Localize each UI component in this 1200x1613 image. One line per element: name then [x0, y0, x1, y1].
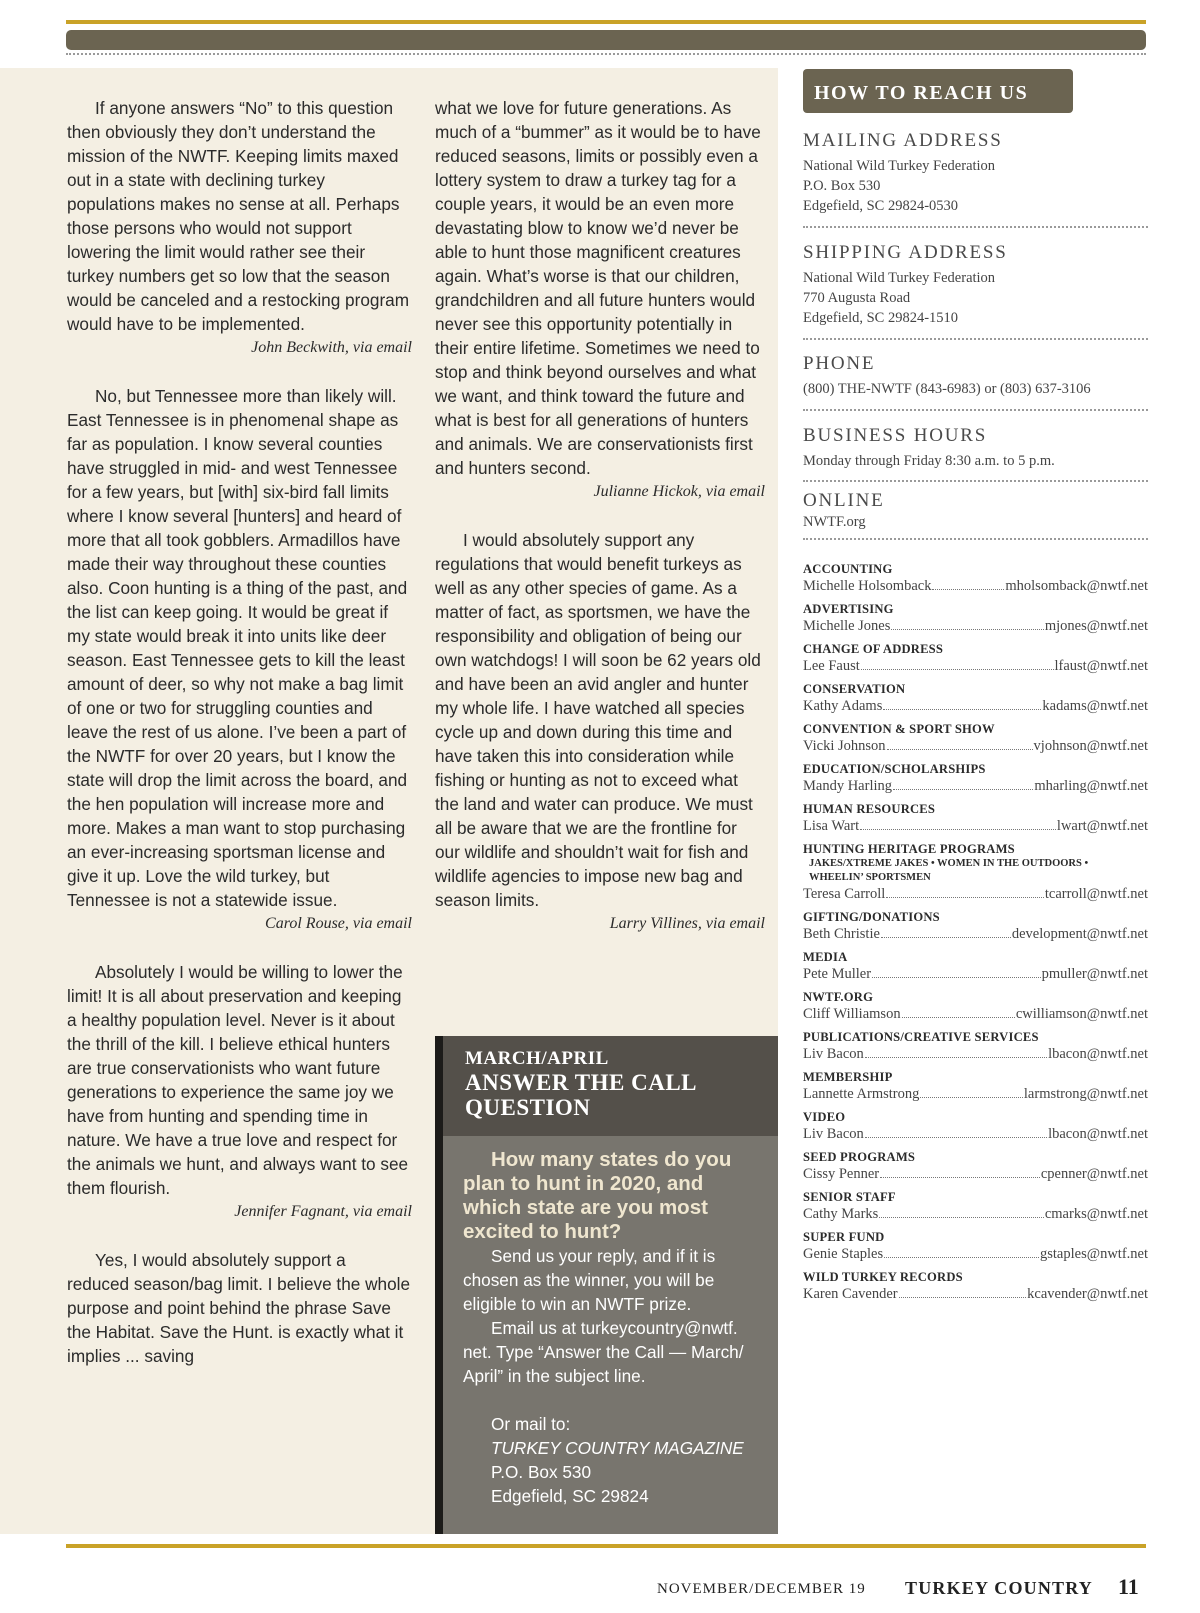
- contact-department: GIFTING/DONATIONS: [803, 910, 940, 924]
- answer-box-kicker: MARCH/APRIL: [465, 1048, 609, 1069]
- answer-the-call-box: [435, 1036, 778, 1534]
- dot-leader: [884, 1257, 1039, 1258]
- mailing-address: [803, 130, 1148, 216]
- contact-department: CHANGE OF ADDRESS: [803, 642, 944, 656]
- contact-department: SUPER FUND: [803, 1230, 885, 1244]
- letters-column-2: [435, 96, 765, 960]
- contact-name: Genie Staples: [803, 1246, 884, 1262]
- contact-department: PUBLICATIONS/CREATIVE SERVICES: [803, 1030, 1039, 1044]
- answer-box-body: [435, 1136, 778, 1534]
- letter-paragraph: I would absolutely support any regulations that would benefit turkeys as well as any other species of game. As a matter of fact, as sportsmen, we have the responsibility and obligation of being our own watchdogs! I will soon be 62 years old and have been an avid angler and hunter my whole life. I have watched all species cycle up and down during this time and have taken this into consideration while fishing or hunting as not to exceed what the land and water can produce. We must all be aware that we are the frontline for our wildlife and shouldn’t wait for fish and wildlife agencies to impose new bag and season limits.: [435, 530, 761, 910]
- contact-department: ACCOUNTING: [803, 562, 893, 576]
- section-divider: [803, 338, 1148, 340]
- address-line: National Wild Turkey Federation: [803, 270, 996, 286]
- answer-box-question: How many states do you plan to hunt in 2020, and which state are you most excited to hunt?: [463, 1148, 732, 1243]
- contact-entry: [803, 1230, 1148, 1263]
- footer-issue: NOVEMBER/DECEMBER 19: [657, 1581, 866, 1597]
- contact-row: [803, 697, 1148, 715]
- dot-leader: [880, 1177, 1040, 1178]
- contact-entry: [803, 1190, 1148, 1223]
- contact-row: [803, 617, 1148, 635]
- answer-box-mail-label: Or mail to:: [491, 1414, 571, 1434]
- section-heading: MAILING ADDRESS: [803, 130, 1003, 151]
- contact-email[interactable]: kcavender@nwtf.net: [1027, 1286, 1148, 1302]
- section-divider: [803, 409, 1148, 411]
- dot-leader: [902, 1017, 1015, 1018]
- answer-box-city: Edgefield, SC 29824: [491, 1486, 649, 1506]
- contact-email[interactable]: tcarroll@nwtf.net: [1044, 886, 1148, 902]
- contact-email[interactable]: lbacon@nwtf.net: [1048, 1046, 1148, 1062]
- contact-row: [803, 965, 1148, 983]
- dot-leader: [899, 1297, 1027, 1298]
- contact-email[interactable]: development@nwtf.net: [1011, 926, 1148, 942]
- contact-row: [803, 1285, 1148, 1303]
- contact-email[interactable]: vjohnson@nwtf.net: [1033, 738, 1148, 754]
- dot-leader: [886, 897, 1044, 898]
- answer-box-header: [435, 1036, 778, 1136]
- dot-leader: [920, 1097, 1023, 1098]
- contact-department: VIDEO: [803, 1110, 846, 1124]
- section-divider: [803, 226, 1148, 228]
- contact-subprograms: WHEELIN’ SPORTSMEN: [809, 872, 931, 883]
- dot-leader: [881, 937, 1011, 938]
- dot-leader: [887, 749, 1033, 750]
- section-divider: [803, 538, 1148, 540]
- dot-leader: [891, 629, 1043, 630]
- contact-entry: [803, 802, 1148, 835]
- address-line: Edgefield, SC 29824-1510: [803, 310, 959, 326]
- contact-department: CONVENTION & SPORT SHOW: [803, 722, 995, 736]
- contact-name: Liv Bacon: [803, 1126, 864, 1142]
- letters-column-1: [67, 96, 412, 1368]
- contact-name: Liv Bacon: [803, 1046, 864, 1062]
- letter-signature: John Beckwith, via email: [251, 339, 412, 356]
- dot-leader: [865, 1137, 1047, 1138]
- contact-entry: [803, 990, 1148, 1023]
- dot-leader: [893, 789, 1033, 790]
- contact-email[interactable]: lwart@nwtf.net: [1056, 818, 1148, 834]
- letter-signature: Julianne Hickok, via email: [593, 483, 765, 500]
- section-heading: ONLINE: [803, 490, 885, 511]
- contact-email[interactable]: pmuller@nwtf.net: [1041, 966, 1148, 982]
- contact-entry: [803, 682, 1148, 715]
- contact-name: Teresa Carroll: [803, 886, 886, 902]
- contact-entry: [803, 722, 1148, 755]
- business-hours: [803, 425, 1148, 471]
- online: [803, 490, 1148, 532]
- contact-entry: [803, 950, 1148, 983]
- contact-name: Lisa Wart: [803, 818, 860, 834]
- contact-row: [803, 777, 1148, 795]
- contact-name: Lee Faust: [803, 658, 860, 674]
- contact-entry: [803, 1110, 1148, 1143]
- contact-entry: [803, 910, 1148, 943]
- contact-row: [803, 1005, 1148, 1023]
- dot-leader: [932, 589, 1004, 590]
- contact-row: [803, 1205, 1148, 1223]
- contact-email[interactable]: mholsomback@nwtf.net: [1005, 578, 1148, 594]
- address-line: Edgefield, SC 29824-0530: [803, 198, 959, 214]
- letter-paragraph: No, but Tennessee more than likely will. East Tennessee is in phenomenal shape as far as population. I know several counties have struggled in mid- and west Tennessee for a few years, but [with] six-bird fall limits where I know several [hunters] and heard of more that all took gobblers. Armadillos have made their way throughout these counties also. Coon hunting is a thing of the past, and the list can keep going. It would be great if my state would break it into units like deer season. East Tennessee gets to kill the least amount of deer, so why not make a bag limit of one or two for struggling counties and leave the rest of us alone. I’ve been a part of the NWTF for over 20 years, but I know the state will drop the limit across the board, and the hen population will increase more and more. Makes a man want to stop purchasing an ever-increasing sportsman license and give it up. Love the wild turkey, but Tennessee is not a statewide issue.: [67, 386, 408, 910]
- contact-department: CONSERVATION: [803, 682, 906, 696]
- contact-department: SEED PROGRAMS: [803, 1150, 916, 1164]
- contact-row: [803, 577, 1148, 595]
- contact-email[interactable]: mharling@nwtf.net: [1034, 778, 1148, 794]
- section-divider: [803, 480, 1148, 482]
- hours-line: Monday through Friday 8:30 a.m. to 5 p.m.: [803, 453, 1055, 469]
- contact-name: Pete Muller: [803, 966, 872, 982]
- contact-name: Cliff Williamson: [803, 1006, 901, 1022]
- page-number: 11: [1118, 1574, 1139, 1599]
- contact-row: [803, 737, 1148, 755]
- contact-row: [803, 1085, 1148, 1103]
- dot-leader: [860, 829, 1056, 830]
- dot-leader: [865, 1057, 1047, 1058]
- letter-signature: Carol Rouse, via email: [265, 915, 412, 932]
- contact-department: SENIOR STAFF: [803, 1190, 896, 1204]
- contact-row: [803, 1165, 1148, 1183]
- contact-entry: [803, 762, 1148, 795]
- header-bar: [66, 30, 1146, 50]
- contact-row: [803, 1245, 1148, 1263]
- phone: [803, 353, 1148, 399]
- contact-email[interactable]: lbacon@nwtf.net: [1048, 1126, 1148, 1142]
- address-line: P.O. Box 530: [803, 178, 881, 194]
- answer-box-po-box: P.O. Box 530: [491, 1462, 592, 1482]
- contact-subprograms: JAKES/XTREME JAKES • WOMEN IN THE OUTDOORS •: [809, 858, 1089, 869]
- contact-row: [803, 1125, 1148, 1143]
- contact-department: ADVERTISING: [803, 602, 894, 616]
- contact-department: NWTF.ORG: [803, 990, 874, 1004]
- dot-leader: [872, 977, 1041, 978]
- contact-entry: [803, 842, 1148, 903]
- letter-continuation: what we love for future generations. As much of a “bummer” as it would be to have reduced seasons, limits or possibly even a lottery system to draw a turkey tag for a couple years, it would be an even more devastating blow to know we’d never be able to hunt those magnificent creatures again. What’s worse is that our children, grandchildren and all future hunters would never see this opportunity potentially in their entire lifetime. Sometimes we need to stop and think beyond ourselves and what we want, and think toward the future and what is best for all generations of hunters and animals. We are conservationists first and hunters second.: [435, 98, 761, 478]
- contact-email[interactable]: cwilliamson@nwtf.net: [1015, 1006, 1148, 1022]
- contact-department: MEMBERSHIP: [803, 1070, 893, 1084]
- contact-entry: [803, 1030, 1148, 1063]
- contact-entry: [803, 602, 1148, 635]
- answer-box-title: ANSWER THE CALL: [465, 1070, 698, 1095]
- contact-department: HUMAN RESOURCES: [803, 802, 936, 816]
- letter-paragraph: If anyone answers “No” to this question then obviously they don’t understand the mission of the NWTF. Keeping limits maxed out in a state with declining turkey populations makes no sense at all. Perhaps those persons who would not support lowering the limit would rather see their turkey numbers get so low that the season would be canceled and a restocking program would have to be implemented.: [67, 98, 410, 334]
- contact-entry: [803, 642, 1148, 675]
- address-line: 770 Augusta Road: [803, 290, 911, 306]
- footer-magazine: TURKEY COUNTRY: [905, 1578, 1094, 1598]
- contact-row: [803, 925, 1148, 943]
- contact-name: Cissy Penner: [803, 1166, 880, 1182]
- contact-email[interactable]: kadams@nwtf.net: [1042, 698, 1148, 714]
- section-heading: PHONE: [803, 353, 876, 374]
- shipping-address: [803, 242, 1148, 328]
- contact-name: Mandy Harling: [803, 778, 892, 794]
- contact-name: Michelle Holsomback: [803, 578, 932, 594]
- contact-department: WILD TURKEY RECORDS: [803, 1270, 963, 1284]
- contact-name: Cathy Marks: [803, 1206, 879, 1222]
- contact-name: Karen Cavender: [803, 1286, 898, 1302]
- contact-name: Lannette Armstrong: [803, 1086, 920, 1102]
- answer-box-magazine: TURKEY COUNTRY MAGAZINE: [491, 1438, 744, 1458]
- contact-row: [803, 885, 1148, 903]
- contact-name: Vicki Johnson: [803, 738, 886, 754]
- contact-email[interactable]: larmstrong@nwtf.net: [1023, 1086, 1148, 1102]
- contact-entry: [803, 1150, 1148, 1183]
- header-dotted-rule: [66, 53, 1146, 55]
- contact-row: [803, 817, 1148, 835]
- letter-signature: Larry Villines, via email: [609, 915, 765, 932]
- letter-paragraph: Yes, I would absolutely support a reduced season/bag limit. I believe the whole purpose and point behind the phrase Save the Habitat. Save the Hunt. is exactly what it implies ... saving: [67, 1250, 411, 1366]
- phone-number: (800) THE-NWTF (843-6983) or (803) 637-3106: [803, 381, 1091, 397]
- contact-email[interactable]: cpenner@nwtf.net: [1040, 1166, 1148, 1182]
- contact-row: [803, 657, 1148, 675]
- letter-signature: Jennifer Fagnant, via email: [234, 1203, 412, 1220]
- dot-leader: [861, 669, 1054, 670]
- address-line: National Wild Turkey Federation: [803, 158, 996, 174]
- answer-box-email: Email us at turkeycountry@nwtf. net. Type “Answer the Call — March/ April” in the subject line.: [463, 1318, 744, 1386]
- contact-email[interactable]: cmarks@nwtf.net: [1044, 1206, 1148, 1222]
- bottom-gold-rule: [66, 1544, 1146, 1548]
- section-heading: BUSINESS HOURS: [803, 425, 988, 446]
- contact-entry: [803, 1070, 1148, 1103]
- contact-email[interactable]: gstaples@nwtf.net: [1040, 1246, 1148, 1262]
- top-gold-rule: [66, 20, 1146, 24]
- contact-row: [803, 1045, 1148, 1063]
- dot-leader: [883, 709, 1041, 710]
- contact-email[interactable]: mjones@nwtf.net: [1044, 618, 1148, 634]
- contact-department: MEDIA: [803, 950, 848, 964]
- answer-box-title-2: QUESTION: [465, 1095, 591, 1120]
- website-link[interactable]: NWTF.org: [803, 514, 866, 530]
- contact-name: Kathy Adams: [803, 698, 883, 714]
- contact-department: EDUCATION/SCHOLARSHIPS: [803, 762, 986, 776]
- section-heading: SHIPPING ADDRESS: [803, 242, 1008, 263]
- contact-entry: [803, 1270, 1148, 1303]
- answer-box-instructions: Send us your reply, and if it is chosen as the winner, you will be eligible to win an NWTF prize.: [463, 1246, 716, 1314]
- contact-directory: [803, 562, 1148, 1310]
- how-to-reach-us-tab: [803, 69, 1073, 113]
- contact-department: HUNTING HERITAGE PROGRAMS: [803, 842, 1015, 856]
- dot-leader: [879, 1217, 1044, 1218]
- contact-name: Beth Christie: [803, 926, 880, 942]
- letter-paragraph: Absolutely I would be willing to lower the limit! It is all about preservation and keeping a healthy population level. Never is it about the thrill of the kill. I believe ethical hunters are true conservationists who want future generations to experience the same joy we have from hunting and spending time in nature. We have a true love and respect for the animals we hunt, and always want to see them flourish.: [67, 962, 409, 1198]
- contact-entry: [803, 562, 1148, 595]
- sidebar-title: HOW TO REACH US: [814, 82, 1029, 104]
- contact-email[interactable]: lfaust@nwtf.net: [1054, 658, 1148, 674]
- contact-name: Michelle Jones: [803, 618, 891, 634]
